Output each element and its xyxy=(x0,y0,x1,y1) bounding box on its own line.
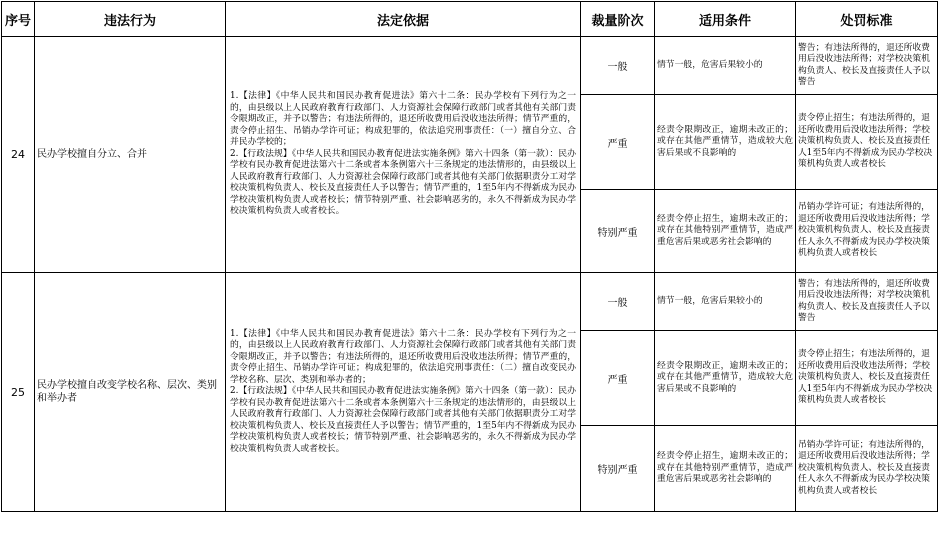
condition-cell: 情节一般，危害后果较小的 xyxy=(655,273,796,331)
penalty-cell: 警告；有违法所得的，退还所收费用后没收违法所得；对学校决策机构负责人、校长及直接责任人予以警告 xyxy=(796,37,938,95)
table-row xyxy=(2,37,938,95)
header-no: 序号 xyxy=(2,2,35,37)
violation-act: 民办学校擅自分立、合并 xyxy=(35,37,226,273)
penalty-discretion-table xyxy=(1,1,938,512)
header-condition: 适用条件 xyxy=(655,2,796,37)
table-row xyxy=(2,273,938,331)
penalty-cell: 吊销办学许可证；有违法所得的，退还所收费用后没收违法所得；学校决策机构负责人、校长及直接责任人永久不得新成为民办学校决策机构负责人或者校长 xyxy=(796,426,938,512)
level-cell: 严重 xyxy=(581,95,655,190)
level-cell: 特别严重 xyxy=(581,190,655,273)
legal-basis-regulation: 2.【行政法规】《中华人民共和国民办教育促进法实施条例》第六十四条（第一款）：民办学校有民办教育促进法第六十二条或者本条例第六十三条规定的违法情形的，由县级以上人民政府教育行政部门、人力资源社会保障行政部门或者其他有关部门依据职责分工对学校决策机构负责人、校长及直接责任人予以警告；情节严重的，1至5年内不得新成为民办学校决策机构负责人或者校长；情节特别严重、社会影响恶劣的，永久不得新成为民办学校决策机构负责人或者校长。 xyxy=(230,386,576,454)
level-cell: 特别严重 xyxy=(581,426,655,512)
legal-basis xyxy=(226,273,581,512)
level-cell: 严重 xyxy=(581,331,655,426)
level-cell: 一般 xyxy=(581,273,655,331)
penalty-cell: 责令停止招生；有违法所得的，退还所收费用后没收违法所得；学校决策机构负责人、校长及直接责任人1至5年内不得新成为民办学校决策机构负责人或者校长 xyxy=(796,95,938,190)
condition-cell: 经责令限期改正，逾期未改正的；或存在其他严重情节，造成较大危害后果或不良影响的 xyxy=(655,331,796,426)
condition-cell: 经责令限期改正，逾期未改正的；或存在其他严重情节，造成较大危害后果或不良影响的 xyxy=(655,95,796,190)
condition-cell: 经责令停止招生，逾期未改正的；或存在其他特别严重情节，造成严重危害后果或恶劣社会影响的 xyxy=(655,426,796,512)
header-penalty: 处罚标准 xyxy=(796,2,938,37)
condition-cell: 经责令停止招生，逾期未改正的；或存在其他特别严重情节，造成严重危害后果或恶劣社会影响的 xyxy=(655,190,796,273)
level-cell: 一般 xyxy=(581,37,655,95)
penalty-cell: 吊销办学许可证；有违法所得的，退还所收费用后没收违法所得；学校决策机构负责人、校长及直接责任人永久不得新成为民办学校决策机构负责人或者校长 xyxy=(796,190,938,273)
legal-basis-regulation: 2.【行政法规】《中华人民共和国民办教育促进法实施条例》第六十四条（第一款）：民办学校有民办教育促进法第六十二条或者本条例第六十三条规定的违法情形的，由县级以上人民政府教育行政部门、人力资源社会保障行政部门或者其他有关部门依据职责分工对学校决策机构负责人、校长及直接责任人予以警告；情节严重的，1至5年内不得新成为民办学校决策机构负责人或者校长；情节特别严重、社会影响恶劣的，永久不得新成为民办学校决策机构负责人或者校长。 xyxy=(230,148,576,217)
violation-act: 民办学校擅自改变学校名称、层次、类别和举办者 xyxy=(35,273,226,512)
header-act: 违法行为 xyxy=(35,2,226,37)
header-basis: 法定依据 xyxy=(226,2,581,37)
legal-basis xyxy=(226,37,581,273)
row-number: 24 xyxy=(2,37,35,273)
condition-cell: 情节一般，危害后果较小的 xyxy=(655,37,796,95)
legal-basis-law: 1.【法律】《中华人民共和国民办教育促进法》第六十二条：民办学校有下列行为之一的，由县级以上人民政府教育行政部门、人力资源社会保障行政部门或者其他有关部门责令限期改正，并予以警告；有违法所得的，退还所收费用后没收违法所得；情节严重的，责令停止招生、吊销办学许可证；构成犯罪的，依法追究刑事责任：（二）擅自改变民办学校名称、层次、类别和举办者的； xyxy=(230,328,576,385)
penalty-cell: 责令停止招生；有违法所得的，退还所收费用后没收违法所得；学校决策机构负责人、校长及直接责任人1至5年内不得新成为民办学校决策机构负责人或者校长 xyxy=(796,331,938,426)
row-number: 25 xyxy=(2,273,35,512)
header-level: 裁量阶次 xyxy=(581,2,655,37)
header-row xyxy=(2,2,938,37)
penalty-cell: 警告；有违法所得的，退还所收费用后没收违法所得；对学校决策机构负责人、校长及直接责任人予以警告 xyxy=(796,273,938,331)
legal-basis-law: 1.【法律】《中华人民共和国民办教育促进法》第六十二条：民办学校有下列行为之一的，由县级以上人民政府教育行政部门、人力资源社会保障行政部门或者其他有关部门责令限期改正，并予以警告；有违法所得的，退还所收费用后没收违法所得；情节严重的，责令停止招生、吊销办学许可证；构成犯罪的，依法追究刑事责任：（一）擅自分立、合并民办学校的； xyxy=(230,91,576,148)
